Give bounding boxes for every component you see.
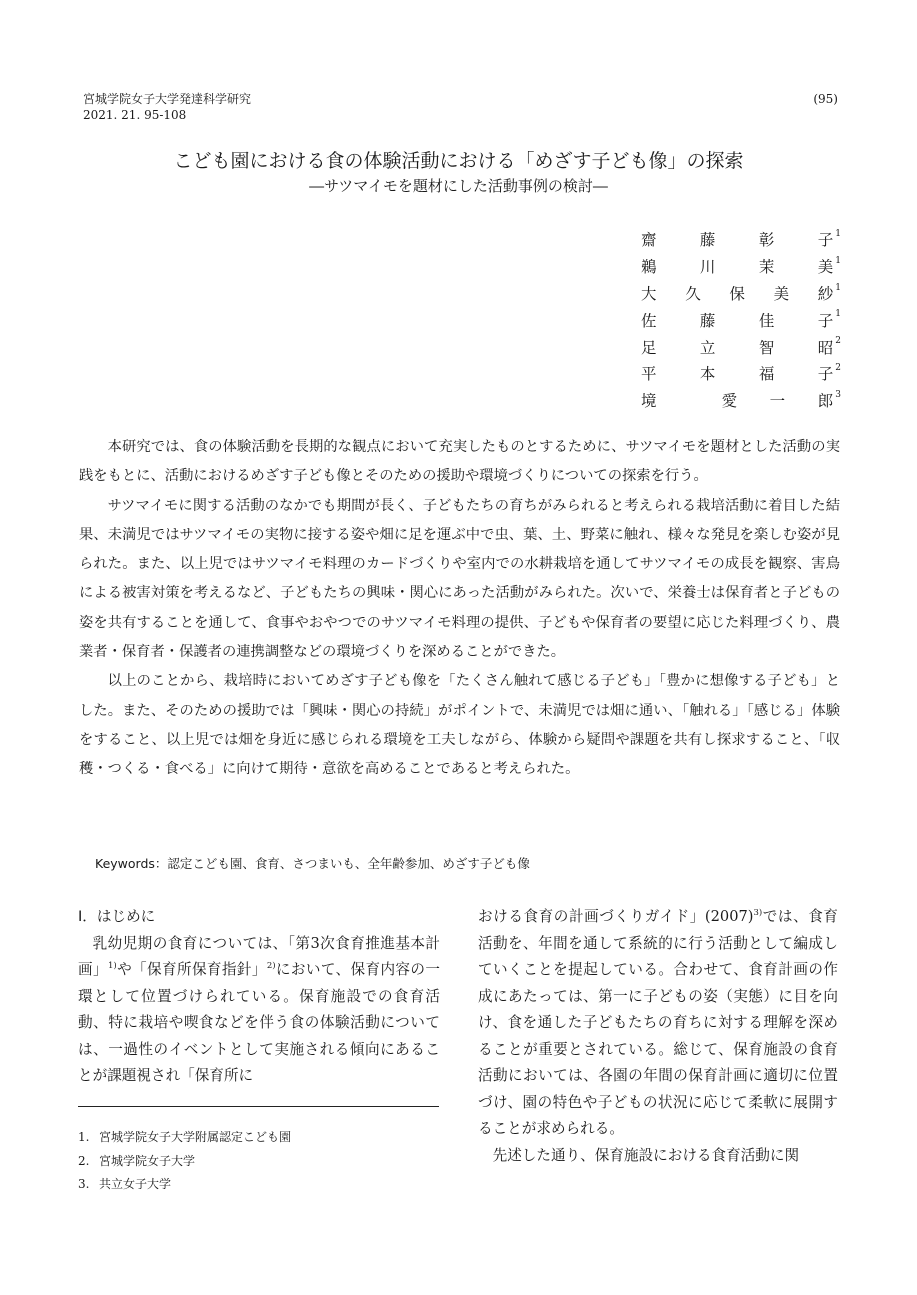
author-name-char: 齋 [641,231,657,250]
author-list [641,226,841,414]
author-name [641,306,841,333]
keywords-label: Keywords [95,856,155,871]
body-column-left [78,904,440,1090]
citation-ref: 3) [753,908,763,919]
keywords-line [95,856,530,872]
abstract-paragraph: 以上のことから、栽培時においてめざす子ども像を「たくさん触れて感じる子ども」「豊かに想像する子ども」とした。また、そのための援助では「興味・関心の持続」がポイントで、未満児では畑に通い、「触れる」「感じる」体験をすること、以上児では畑を身近に感じられる環境を工夫しながら、体験から疑問や課題を共有し探求すること、「収穫・つくる・食べる」に向けて期待・意欲を高めることであると考えられた。 [79,673,840,778]
author-name-char: 美 [817,258,834,277]
author-name-char: 智 [758,338,775,357]
keywords-text: 認定こども園、食育、さつまいも、全年齢参加、めざす子ども像 [167,856,530,871]
affiliation-mark: 1 [835,255,841,266]
author-name-char: 足 [641,338,657,357]
author-name-char: 郎 [817,392,834,411]
footnote-number: 2. [78,1153,90,1168]
author-name-char: 一 [769,392,786,411]
author-name-char: 本 [699,365,716,384]
footnotes [78,1126,291,1197]
footnote-text: 宮城学院女子大学附属認定こども園 [99,1130,292,1144]
body-column-right [478,904,838,1169]
author-name-char: 美 [773,284,790,303]
author-name-char: 紗 [817,284,834,303]
author-name-char: 子 [817,231,834,250]
citation-ref: 1) [107,961,117,972]
author-name-text [641,282,833,304]
body-text: おける食育の計画づくりガイド」(2007) [478,908,754,925]
affiliation-mark: 3 [835,389,841,400]
author-name-char: 福 [758,365,775,384]
abstract-paragraph: サツマイモに関する活動のなかでも期間が長く、子どもたちの育ちがみられると考えられる栽培活動に着目した結果、未満児ではサツマイモの実物に接する姿や畑に足を運ぶ中で虫、葉、土、野菜に触れ、様々な発見を楽しむ姿が見られた。また、以上児ではサツマイモ料理のカードづくりや室内での水耕栽培を通してサツマイモの成長を観察、害鳥による被害対策を考えるなど、子どもたちの興味・関心にあった活動がみられた。次いで、栄養士は保育者と子どもの姿を共有することを通して、食事やおやつでのサツマイモ料理の提供、子どもや保育者の要望に応じた料理づくり、農業者・保育者・保護者の連携調整などの環境づくりを深めることができた。 [79,497,840,661]
journal-name: 宮城学院女子大学発達科学研究 [83,92,252,106]
author-name-text [641,309,833,331]
author-name-text [641,228,833,250]
footnote [78,1173,291,1197]
affiliation-mark: 1 [835,282,841,293]
footnote-number: 1. [78,1130,90,1144]
author-name-text [641,336,833,358]
author-name-char: 藤 [699,231,716,250]
author-name-char: 佳 [758,311,775,330]
paper-subtitle: ―サツマイモを題材にした活動事例の検討― [309,177,608,195]
affiliation-mark: 1 [835,309,841,320]
author-name-text [641,362,833,384]
author-name-char: 大 [641,284,657,303]
footnote-divider [78,1106,439,1107]
author-name [641,253,841,280]
section-heading: Ⅰ．はじめに [78,908,156,925]
author-name-char: 平 [641,365,657,384]
author-name-text [641,255,833,277]
abstract-paragraph: 本研究では、食の体験活動を長期的な観点において充実したものとするために、サツマイモを題材とした活動の実践をもとに、活動におけるめざす子ども像とそのための援助や環境づくりについての探索を行う。 [79,439,840,485]
body-text: において、保育内容の一環として位置づけられている。保育施設での食育活動、特に栽培や喫食などを伴う食の体験活動については、一過性のイベントとして実施される傾向にあることが課題視され「保育所に [78,961,440,1084]
author-name [641,360,841,387]
body-paragraph [78,931,440,1090]
author-name-char: 久 [685,284,701,303]
footnote-text: 共立女子大学 [99,1177,172,1191]
author-name-char: 愛 [721,392,738,411]
author-name-char: 保 [729,284,745,303]
author-name-char: 子 [817,365,834,384]
author-name-char: 境 [641,392,657,411]
author-name-char: 藤 [699,311,716,330]
author-name-char: 彰 [758,231,775,250]
footnote-text: 宮城学院女子大学 [99,1153,196,1168]
footnote [78,1150,291,1174]
author-name [641,333,841,360]
body-text: 乳幼児期の食育については、「第3次食育推進基本計画」 [78,934,440,978]
footnote-number: 3. [78,1177,90,1191]
citation-ref: 2) [266,961,276,972]
author-name-char: 立 [699,338,716,357]
author-name-char: 川 [699,258,716,277]
page-number: (95) [813,92,838,106]
citation: 2021. 21. 95-108 [83,108,187,122]
affiliation-mark: 2 [835,336,841,347]
author-name [641,226,841,253]
author-name-char: 鵜 [641,258,657,277]
author-name [641,280,841,307]
affiliation-mark: 2 [835,362,841,373]
author-name-char: 昭 [817,338,834,357]
body-text: では、食育活動を、年間を通して系統的に行う活動として編成していくことを提起している。合わせて、食育計画の作成にあたっては、第一に子どもの姿（実態）に目を向け、食を通した子どもたちの育ちに対する理解を深めることが重要とされている。総じて、保育施設の食育活動においては、各園の年間の保育計画に適切に位置づけ、園の特色や子どもの状況に応じて柔軟に展開することが求められる。 [478,908,838,1137]
footnote [78,1126,291,1150]
author-name-char: 茉 [758,258,775,277]
affiliation-mark: 1 [835,229,841,239]
author-name-char: 子 [817,311,834,330]
body-paragraph [478,904,838,1143]
body-paragraph: 先述した通り、保育施設における食育活動に関 [492,1146,800,1164]
abstract [79,433,840,785]
paper-title: こども園における食の体験活動における「めざす子ども像」の探索 [173,150,744,172]
keywords-separator: ： [154,856,168,871]
author-name-char: 佐 [641,311,657,330]
author-name [641,387,841,414]
body-text: や「保育所保育指針」 [116,961,267,978]
author-name-text [641,389,833,411]
